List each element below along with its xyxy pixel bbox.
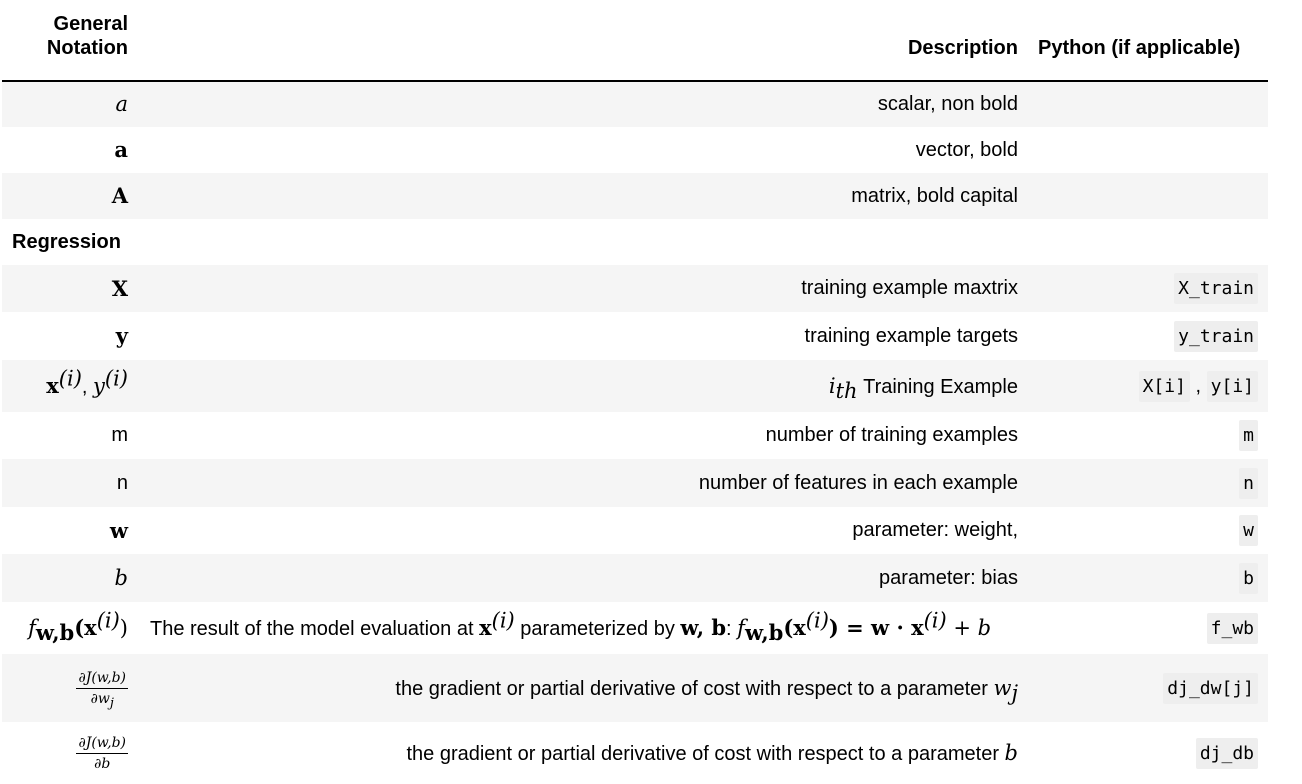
section-row	[2, 219, 1268, 265]
description: training example targets	[804, 324, 1018, 347]
description: the gradient or partial derivative of cost with respect to a parameter b	[406, 740, 1018, 765]
notation-m: m	[111, 424, 128, 446]
header-row	[2, 0, 1268, 81]
notation-xi-yi: $x^{(i)}$, $y^{(i)}$	[2, 360, 138, 412]
python-code: b	[1239, 563, 1258, 594]
description: scalar, non bold	[138, 81, 1028, 127]
table-row	[2, 412, 1268, 459]
notation-scalar: a	[115, 92, 128, 116]
notation-djdw: $\frac{\partial J(w,b)}{\partial w_j}$	[2, 654, 138, 722]
table-row	[2, 265, 1268, 312]
notation-matrix: A	[111, 183, 128, 208]
python-code: f_wb	[1207, 613, 1258, 644]
table-row	[2, 507, 1268, 554]
header-description: Description	[138, 0, 1028, 81]
python-code: dj_db	[1196, 738, 1258, 769]
section-title-regression: Regression	[12, 230, 121, 253]
description: $i_{th}$ Training Example	[138, 360, 1028, 412]
python-code: X_train	[1174, 273, 1258, 304]
python-code: dj_dw[j]	[1163, 673, 1258, 704]
header-python: Python (if applicable)	[1028, 0, 1268, 81]
table-row	[2, 81, 1268, 127]
description: parameter: weight,	[852, 519, 1018, 541]
python-code: m	[1239, 420, 1258, 451]
description: number of features in each example	[138, 459, 1028, 507]
python-cell	[1028, 127, 1268, 173]
python-cell	[1028, 81, 1268, 127]
table-row	[2, 602, 1268, 654]
table-row	[2, 459, 1268, 507]
description: training example maxtrix	[138, 265, 1028, 312]
table-row	[2, 127, 1268, 173]
description: parameter: bias	[138, 554, 1028, 602]
description: The result of the model evaluation at $x^{(i)}$ parameterized by w, b: $f_{w,b}(x^{(i)}) = w \cdot x^{(i)} + b$	[150, 608, 992, 645]
description: the gradient or partial derivative of cost with respect to a parameter $w_j$	[138, 654, 1028, 722]
python-cell	[1028, 173, 1268, 219]
notation-djdb: $\frac{\partial J(w,b)}{\partial b}$	[78, 734, 126, 772]
python-code: w	[1239, 515, 1258, 546]
description: vector, bold	[915, 138, 1018, 161]
table-row	[2, 312, 1268, 360]
table-row	[2, 722, 1268, 784]
notation-b: b	[114, 565, 128, 590]
notation-y: y	[115, 323, 128, 348]
notation-table	[2, 0, 1268, 784]
python-cell: X[i] , y[i]	[1028, 360, 1268, 412]
table-row	[2, 173, 1268, 219]
description: matrix, bold capital	[138, 173, 1028, 219]
notation-vector: a	[114, 137, 128, 162]
python-code: X[i]	[1139, 371, 1190, 402]
python-code: n	[1239, 468, 1258, 499]
python-code: y_train	[1174, 321, 1258, 352]
notation-w: w	[109, 517, 128, 543]
table-row	[2, 654, 1268, 722]
table-row	[2, 360, 1268, 412]
python-code: y[i]	[1207, 371, 1258, 402]
notation-X: X	[111, 275, 128, 301]
notation-n: n	[2, 459, 138, 507]
table-row	[2, 554, 1268, 602]
header-general-notation: General Notation	[2, 0, 138, 81]
description: number of training examples	[765, 424, 1018, 446]
notation-f: $f_{w,b}(x^{(i)})$	[28, 608, 128, 645]
